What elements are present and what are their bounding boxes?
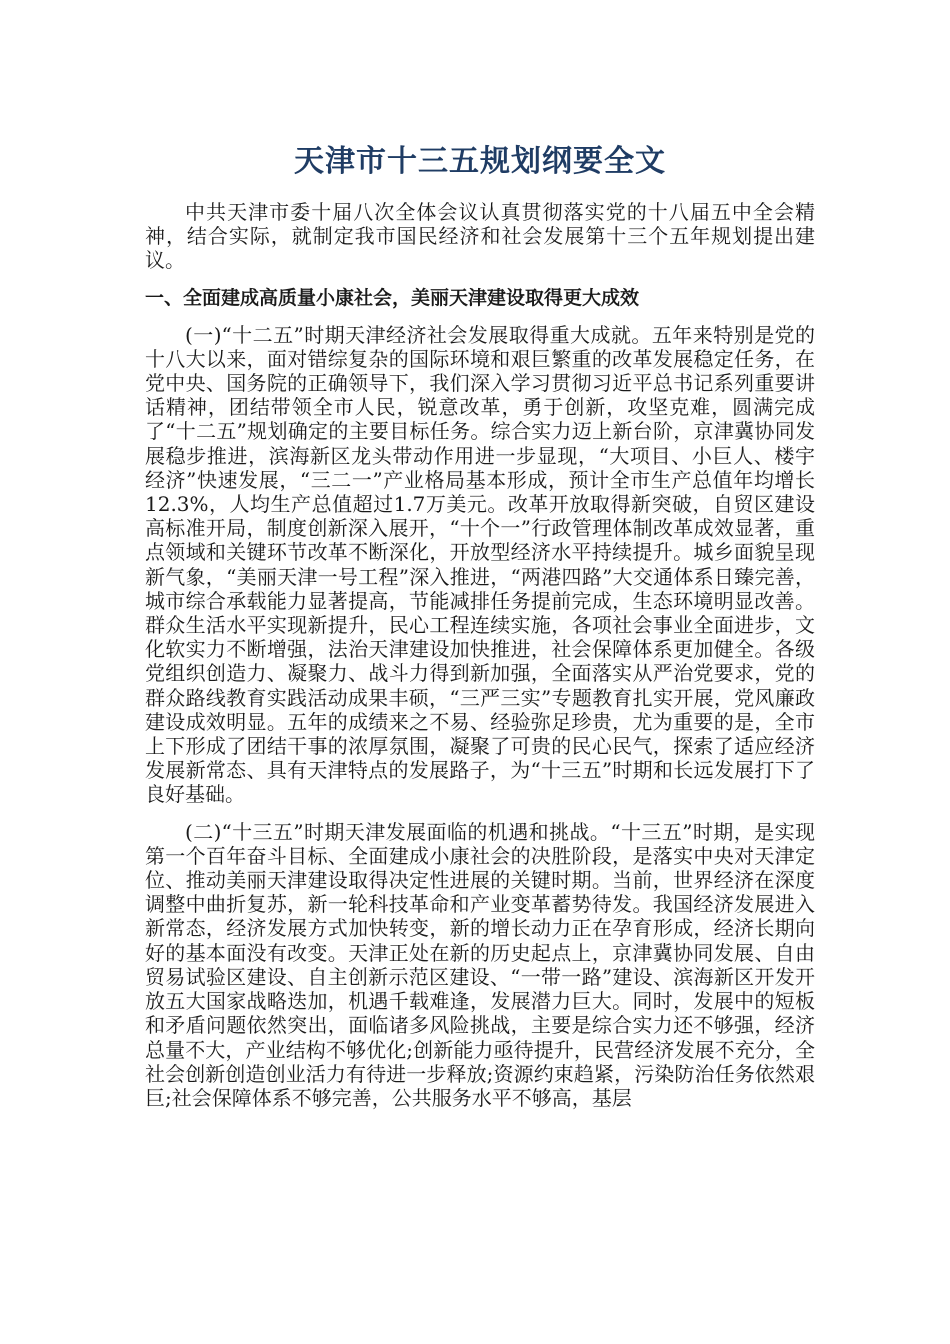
body-paragraph-2: (二)“十三五”时期天津发展面临的机遇和挑战。“十三五”时期，是实现第一个百年奋斗目标、全面建成小康社会的决胜阶段，是落实中央对天津定位、推动美丽天津建设取得决定性进展的关键时期。当前，世界经济在深度调整中曲折复苏，新一轮科技革命和产业变革蓄势待发。我国经济发展进入新常态，经济发展方式加快转变，新的增长动力正在孕育形成，经济长期向好的基本面没有改变。天津正处在新的历史起点上，京津冀协同发展、自由贸易试验区建设、自主创新示范区建设、“一带一路”建设、滨海新区开发开放五大国家战略迭加，机遇千载难逢，发展潜力巨大。同时，发展中的短板和矛盾问题依然突出，面临诸多风险挑战，主要是综合实力还不够强，经济总量不大，产业结构不够优化;创新能力亟待提升，民营经济发展不充分，全社会创新创造创业活力有待进一步释放;资源约束趋紧，污染防治任务依然艰巨;社会保障体系不够完善，公共服务水平不够高，基层	[145, 819, 815, 1110]
document-title: 天津市十三五规划纲要全文	[294, 144, 666, 179]
document-body	[145, 140, 815, 1110]
intro-paragraph: 中共天津市委十届八次全体会议认真贯彻落实党的十八届五中全会精神，结合实际，就制定我市国民经济和社会发展第十三个五年规划提出建议。	[145, 200, 815, 273]
body-paragraph-1: (一)“十二五”时期天津经济社会发展取得重大成就。五年来特别是党的十八大以来，面对错综复杂的国际环境和艰巨繁重的改革发展稳定任务，在党中央、国务院的正确领导下，我们深入学习贯彻习近平总书记系列重要讲话精神，团结带领全市人民，锐意改革，勇于创新，攻坚克难，圆满完成了“十二五”规划确定的主要目标任务。综合实力迈上新台阶，京津冀协同发展稳步推进，滨海新区龙头带动作用进一步显现，“大项目、小巨人、楼宇经济”快速发展，“三二一”产业格局基本形成，预计全市生产总值年均增长12.3%，人均生产总值超过1.7万美元。改革开放取得新突破，自贸区建设高标准开局，制度创新深入展开，“十个一”行政管理体制改革成效显著，重点领域和关键环节改革不断深化，开放型经济水平持续提升。城乡面貌呈现新气象，“美丽天津一号工程”深入推进，“两港四路”大交通体系日臻完善，城市综合承载能力显著提高，节能减排任务提前完成，生态环境明显改善。群众生活水平实现新提升，民心工程连续实施，各项社会事业全面进步，文化软实力不断增强，法治天津建设加快推进，社会保障体系更加健全。各级党组织创造力、凝聚力、战斗力得到新加强，全面落实从严治党要求，党的群众路线教育实践活动成果丰硕，“三严三实”专题教育扎实开展，党风廉政建设成效明显。五年的成绩来之不易、经验弥足珍贵，尤为重要的是，全市上下形成了团结干事的浓厚氛围，凝聚了可贵的民心民气，探索了适应经济发展新常态、具有天津特点的发展路子，为“十三五”时期和长远发展打下了良好基础。	[145, 322, 815, 807]
section-heading: 一、全面建成高质量小康社会，美丽天津建设取得更大成效	[145, 286, 640, 309]
